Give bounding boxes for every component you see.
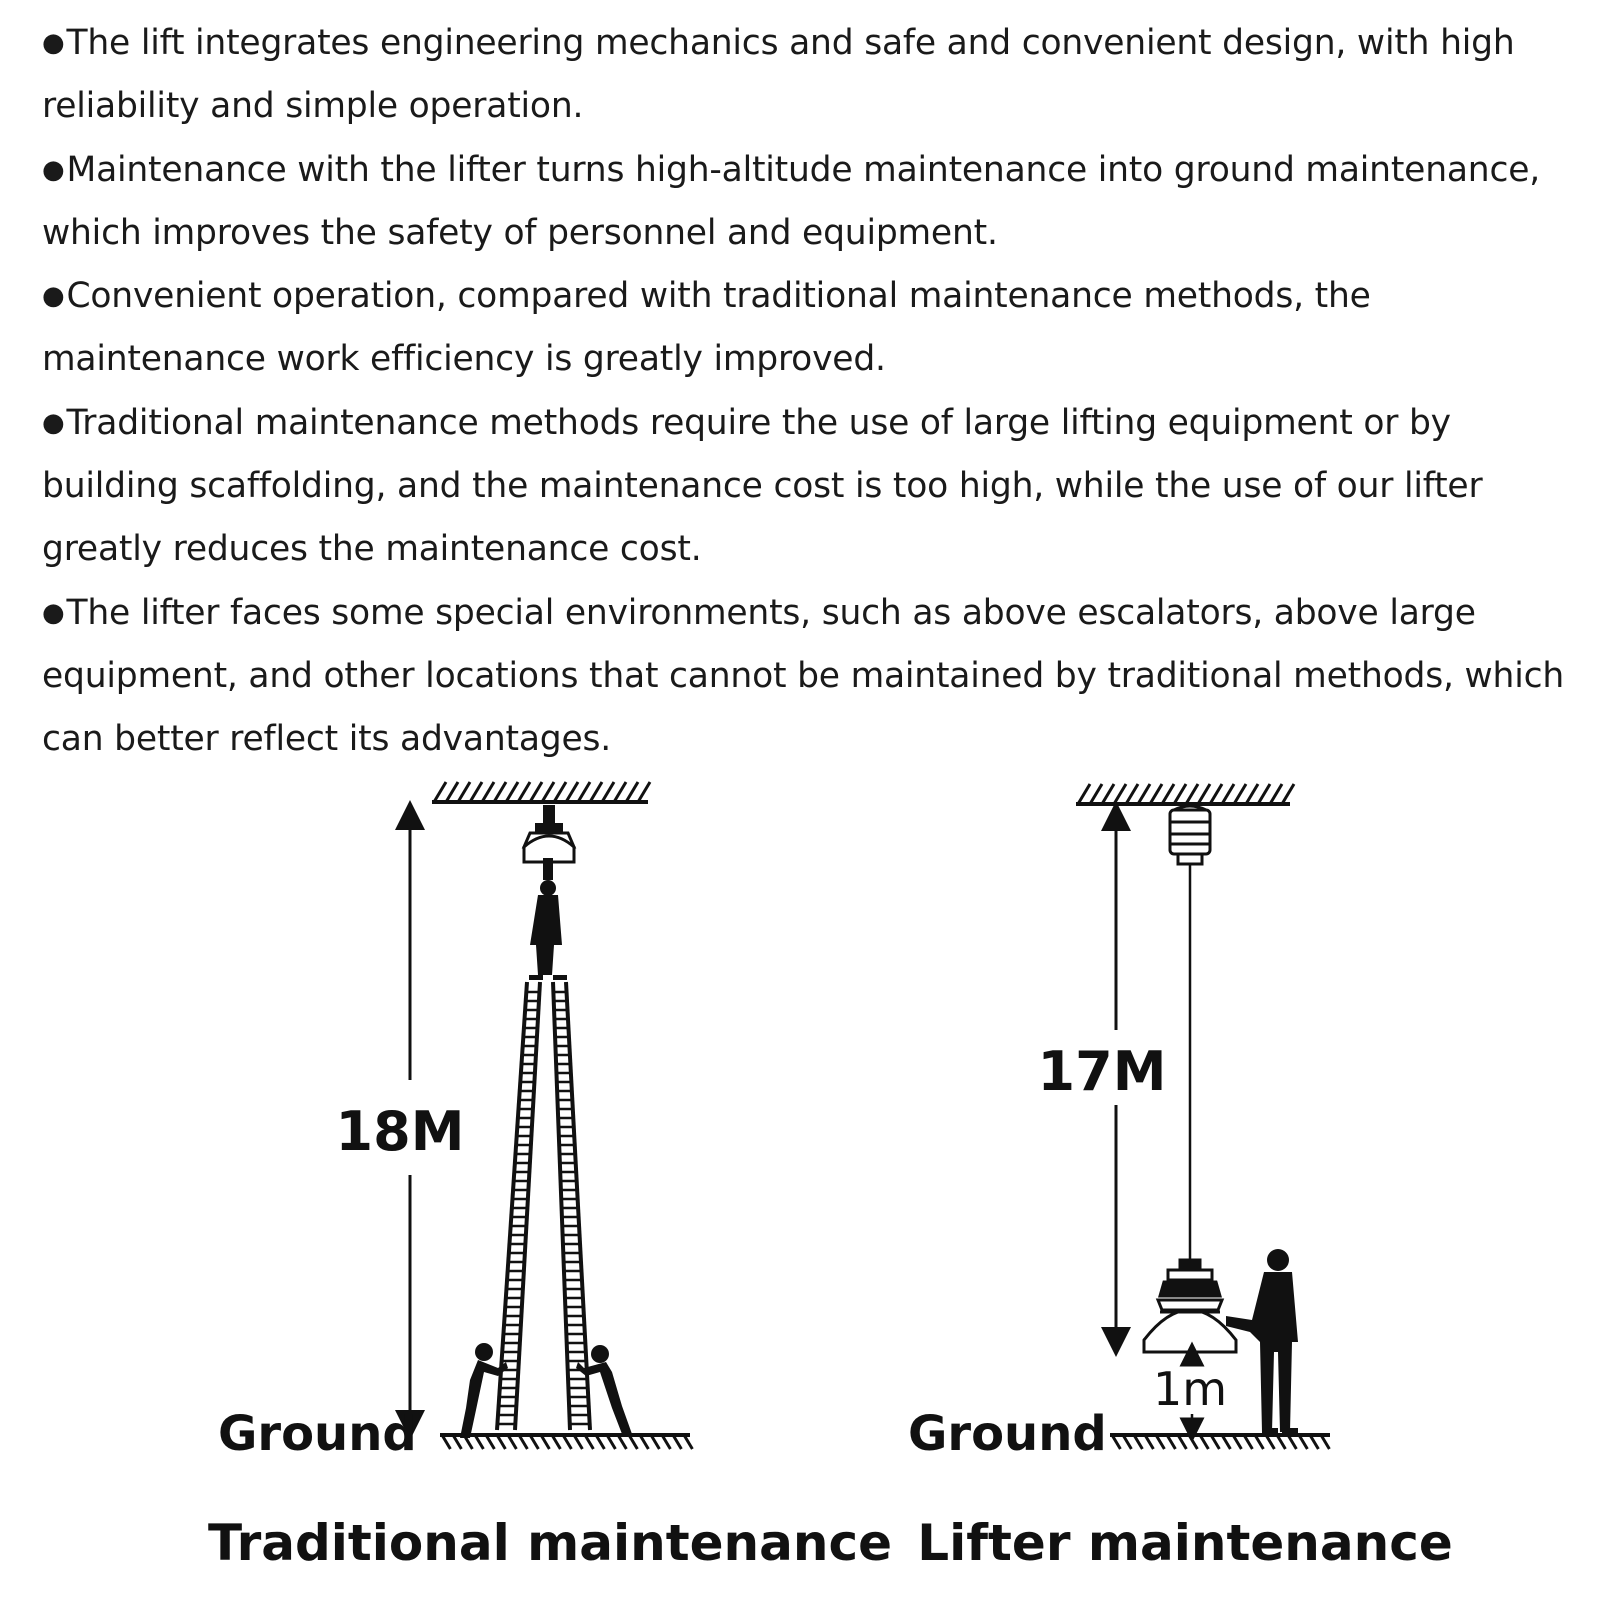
ceiling-hatch-icon — [432, 782, 650, 802]
ceiling-hatch-icon — [1076, 784, 1294, 804]
ceiling-lamp-icon — [524, 805, 574, 862]
bullet-4: ●Traditional maintenance methods require the use of large lifting equipment or by building scaffolding, and the maintenance cost is too high, while the use of our lifter greatly reduces the maintenance cost. — [42, 402, 1483, 570]
ground-label-traditional: Ground — [218, 1406, 417, 1462]
worker-on-ladder-icon — [529, 858, 567, 980]
bullet-dot-icon: ● — [42, 407, 65, 438]
bullet-3: ●Convenient operation, compared with traditional maintenance methods, the maintenance work efficiency is greatly improved. — [42, 276, 1371, 380]
ground-label-lifter: Ground — [908, 1406, 1107, 1462]
lowered-lamp-icon — [1144, 1260, 1236, 1352]
ground-hatch-icon — [1110, 1435, 1330, 1449]
lifter-diagram — [908, 784, 1453, 1572]
traditional-diagram — [208, 782, 892, 1572]
maintenance-comparison-diagram — [0, 760, 1600, 1600]
caption-lifter: Lifter maintenance — [917, 1514, 1453, 1572]
bullet-dot-icon: ● — [42, 154, 65, 185]
bullet-2: ●Maintenance with the lifter turns high-altitude maintenance into ground maintenance, which improves the safety of personnel and equipment. — [42, 149, 1541, 253]
intro-text — [42, 12, 1572, 772]
bullet-5: ●The lifter faces some special environments, such as above escalators, above large equipment, and other locations that cannot be maintained by traditional methods, which can better reflect its advantages. — [42, 592, 1565, 760]
caption-traditional: Traditional maintenance — [207, 1514, 893, 1572]
ground-gap-label-1m: 1m — [1152, 1362, 1228, 1416]
ground-hatch-icon — [440, 1435, 692, 1449]
height-label-18m: 18M — [335, 1100, 465, 1163]
tall-ladders-icon — [497, 982, 590, 1430]
bullet-dot-icon: ● — [42, 28, 65, 58]
bullet-dot-icon: ● — [42, 597, 65, 628]
height-label-17m: 17M — [1037, 1040, 1167, 1103]
lifter-head-icon — [1170, 806, 1210, 864]
bullet-1: ●The lift integrates engineering mechanics and safe and convenient design, with high reliability and simple operation. — [42, 23, 1515, 127]
bullet-dot-icon: ● — [42, 281, 65, 312]
